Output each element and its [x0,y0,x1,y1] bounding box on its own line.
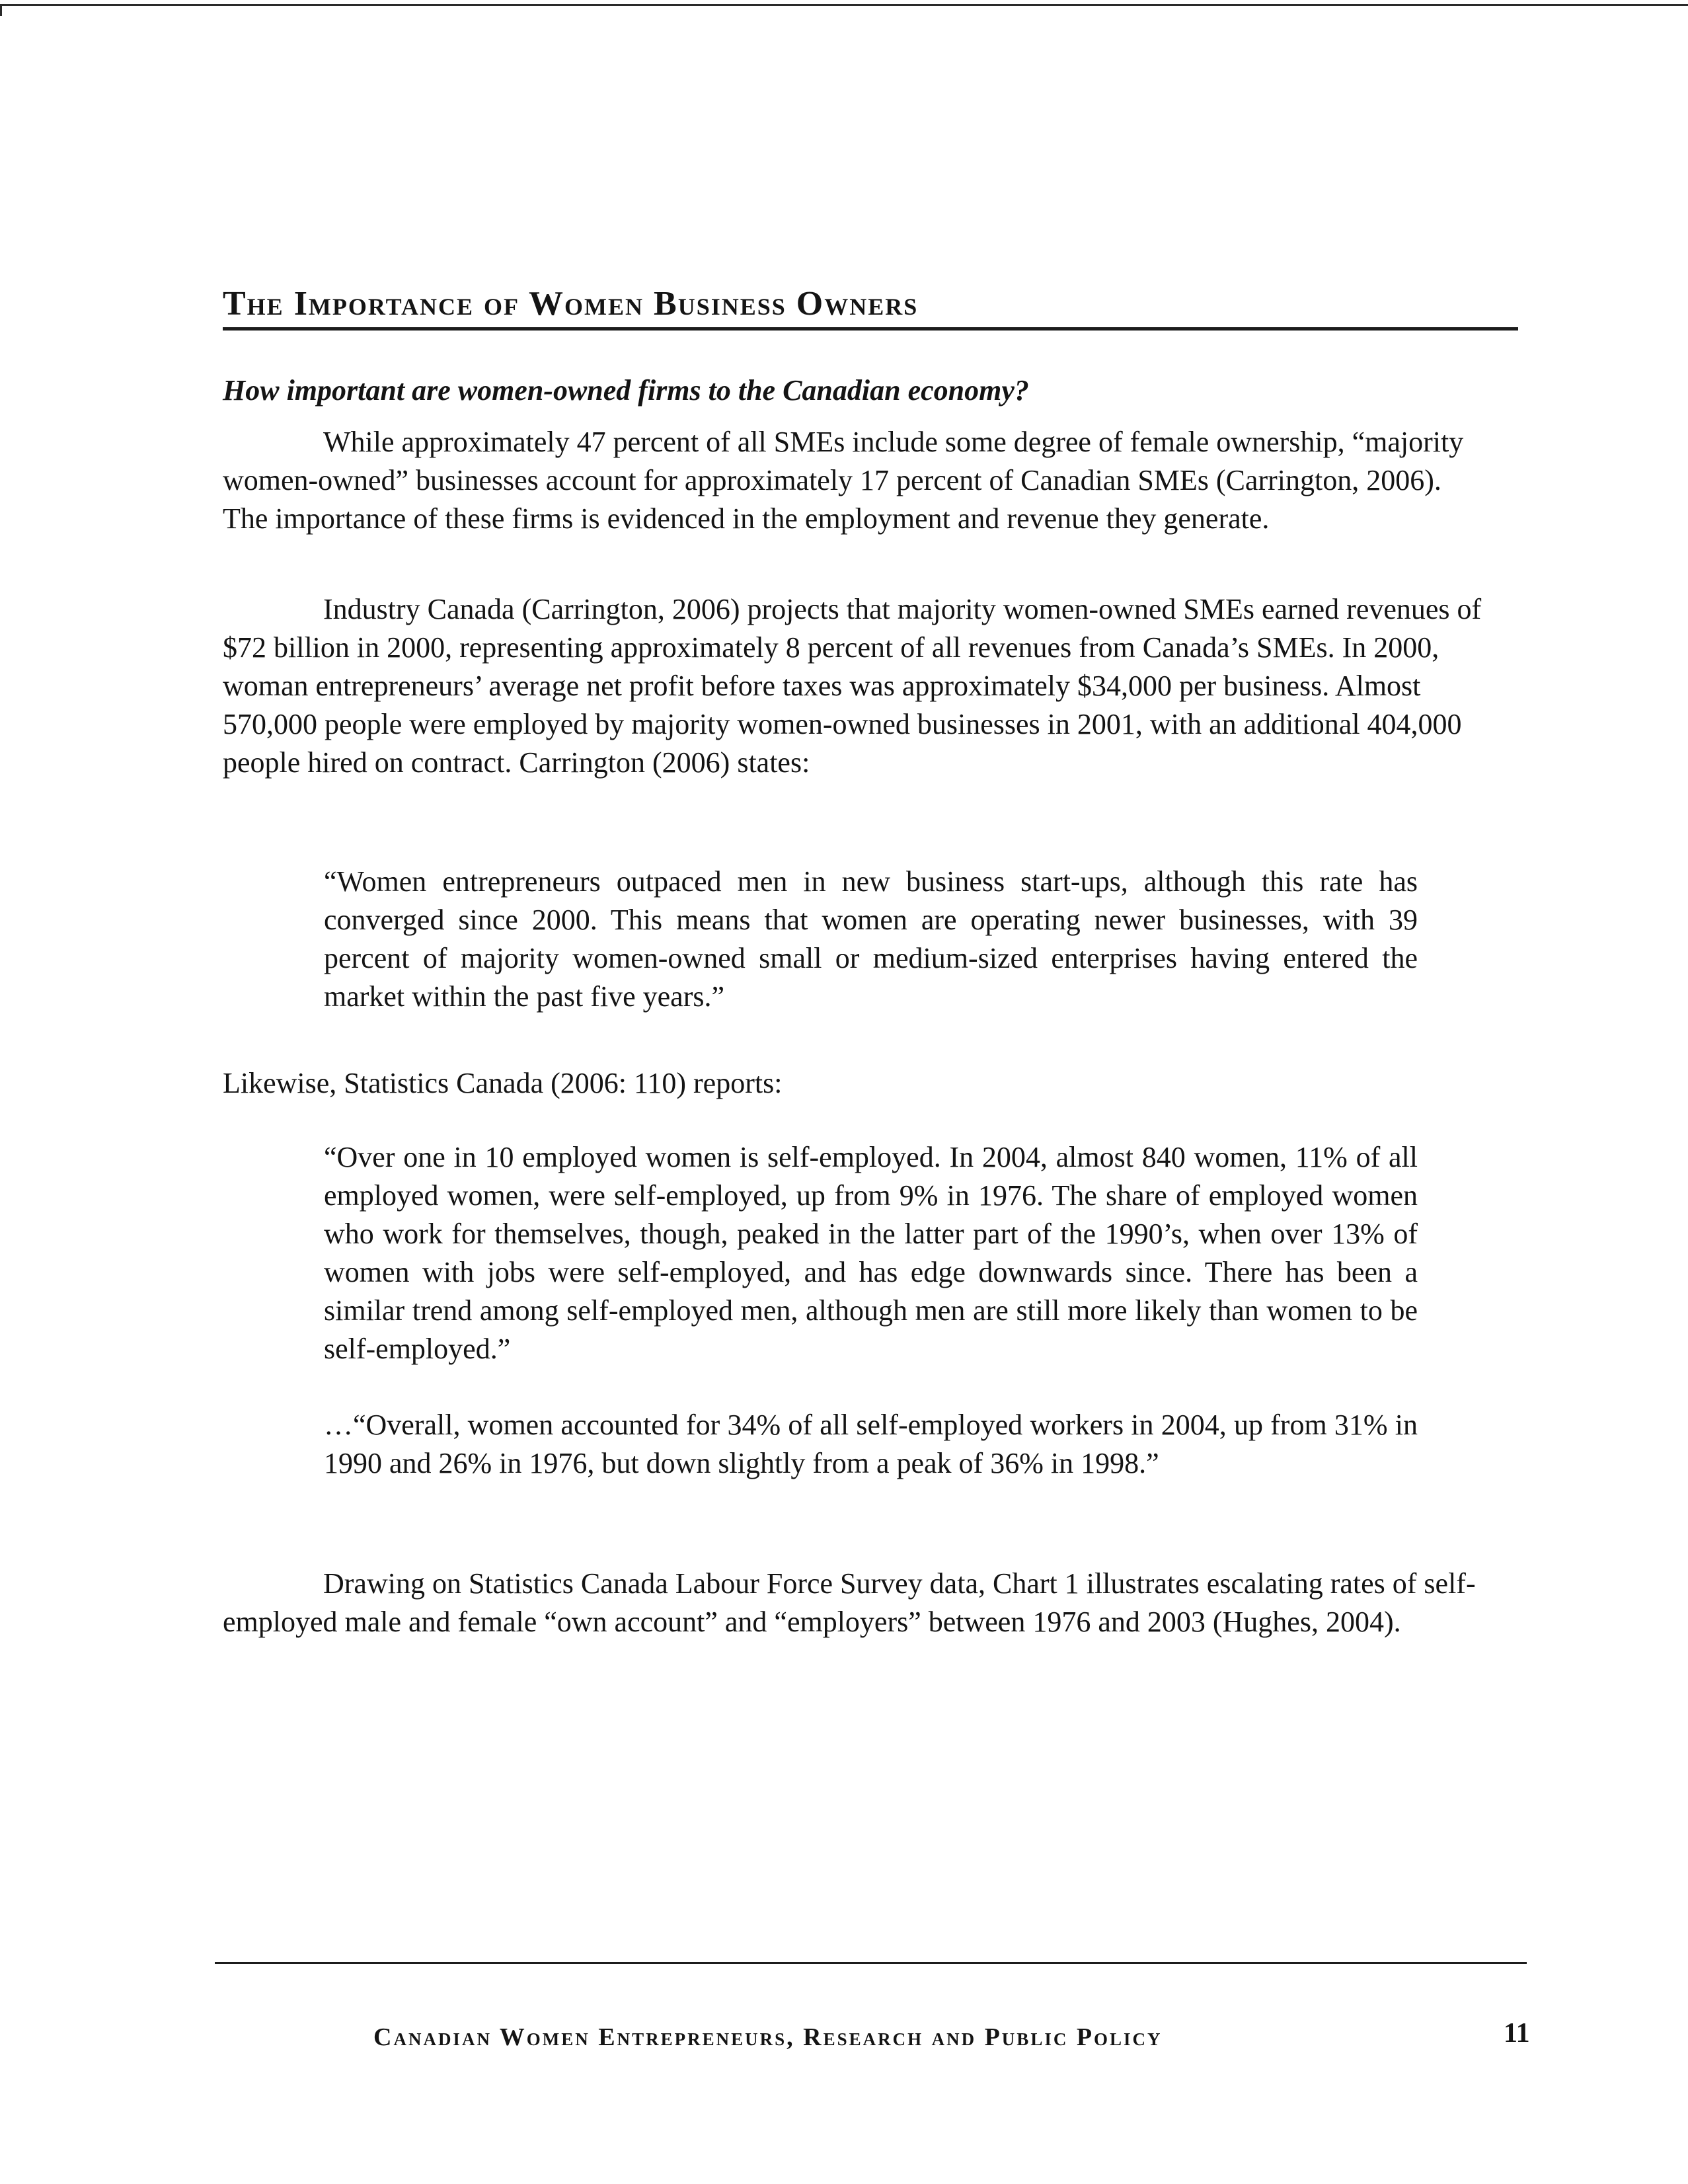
heading-rule [223,327,1518,331]
scan-edge-line [0,4,1688,6]
block-quote-statcan-continued: …“Overall, women accounted for 34% of all self-employed workers in 2004, up from 31% in 1990 and 26% in 1976, but down slightly from a peak of 36% in 1998.” [324,1409,1418,1479]
paragraph-closing: Drawing on Statistics Canada Labour Force Survey data, Chart 1 illustrates escalating rates of self-employed male and female “own account” and “employers” between 1976 and 2003 (Hughes, 2004). [223,1567,1476,1638]
block-quote-statcan: “Over one in 10 employed women is self-employed. In 2004, almost 840 women, 11% of all employed women, were self-employed, up from 9% in 1976. The share of employed women who work for themselves, though, peaked in the latter part of the 1990’s, when over 13% of women with jobs were self-employed, and has edge downwards since. There has been a similar trend among self-employed men, although men are still more likely than women to be self-employed.” [324,1141,1418,1365]
scan-edge-tick [0,4,2,16]
block-quote-carrington: “Women entrepreneurs outpaced men in new business start-ups, although this rate has converged since 2000. This means that women are operating newer businesses, with 39 percent of majority women-owned small or medium-sized enterprises having entered the market within the past five years.” [324,865,1418,1013]
paragraph-smes: While approximately 47 percent of all SMEs include some degree of female ownership, “majority women-owned” businesses account for approximately 17 percent of Canadian SMEs (Carrington, 2006). The importance of these firms is evidenced in the employment and revenue they generate. [223,426,1464,535]
paragraph-industry-canada: Industry Canada (Carrington, 2006) projects that majority women-owned SMEs earned revenues of $72 billion in 2000, representing approximately 8 percent of all revenues from Canada’s SMEs. In 2000, woman entrepreneurs’ average net profit before taxes was approximately $34,000 per business. Almost 570,000 people were employed by majority women-owned businesses in 2001, with an additional 404,000 people hired on contract. Carrington (2006) states: [223,593,1482,779]
paragraph-likewise: Likewise, Statistics Canada (2006: 110) reports: [223,1067,783,1099]
footer-title: Canadian Women Entrepreneurs, Research and Public Policy [373,2023,1163,2051]
footer-rule [215,1962,1527,1964]
section-heading: The Importance of Women Business Owners [223,285,919,323]
subheading: How important are women-owned firms to the Canadian economy? [223,374,1029,407]
page-number: 11 [1504,2018,1530,2048]
